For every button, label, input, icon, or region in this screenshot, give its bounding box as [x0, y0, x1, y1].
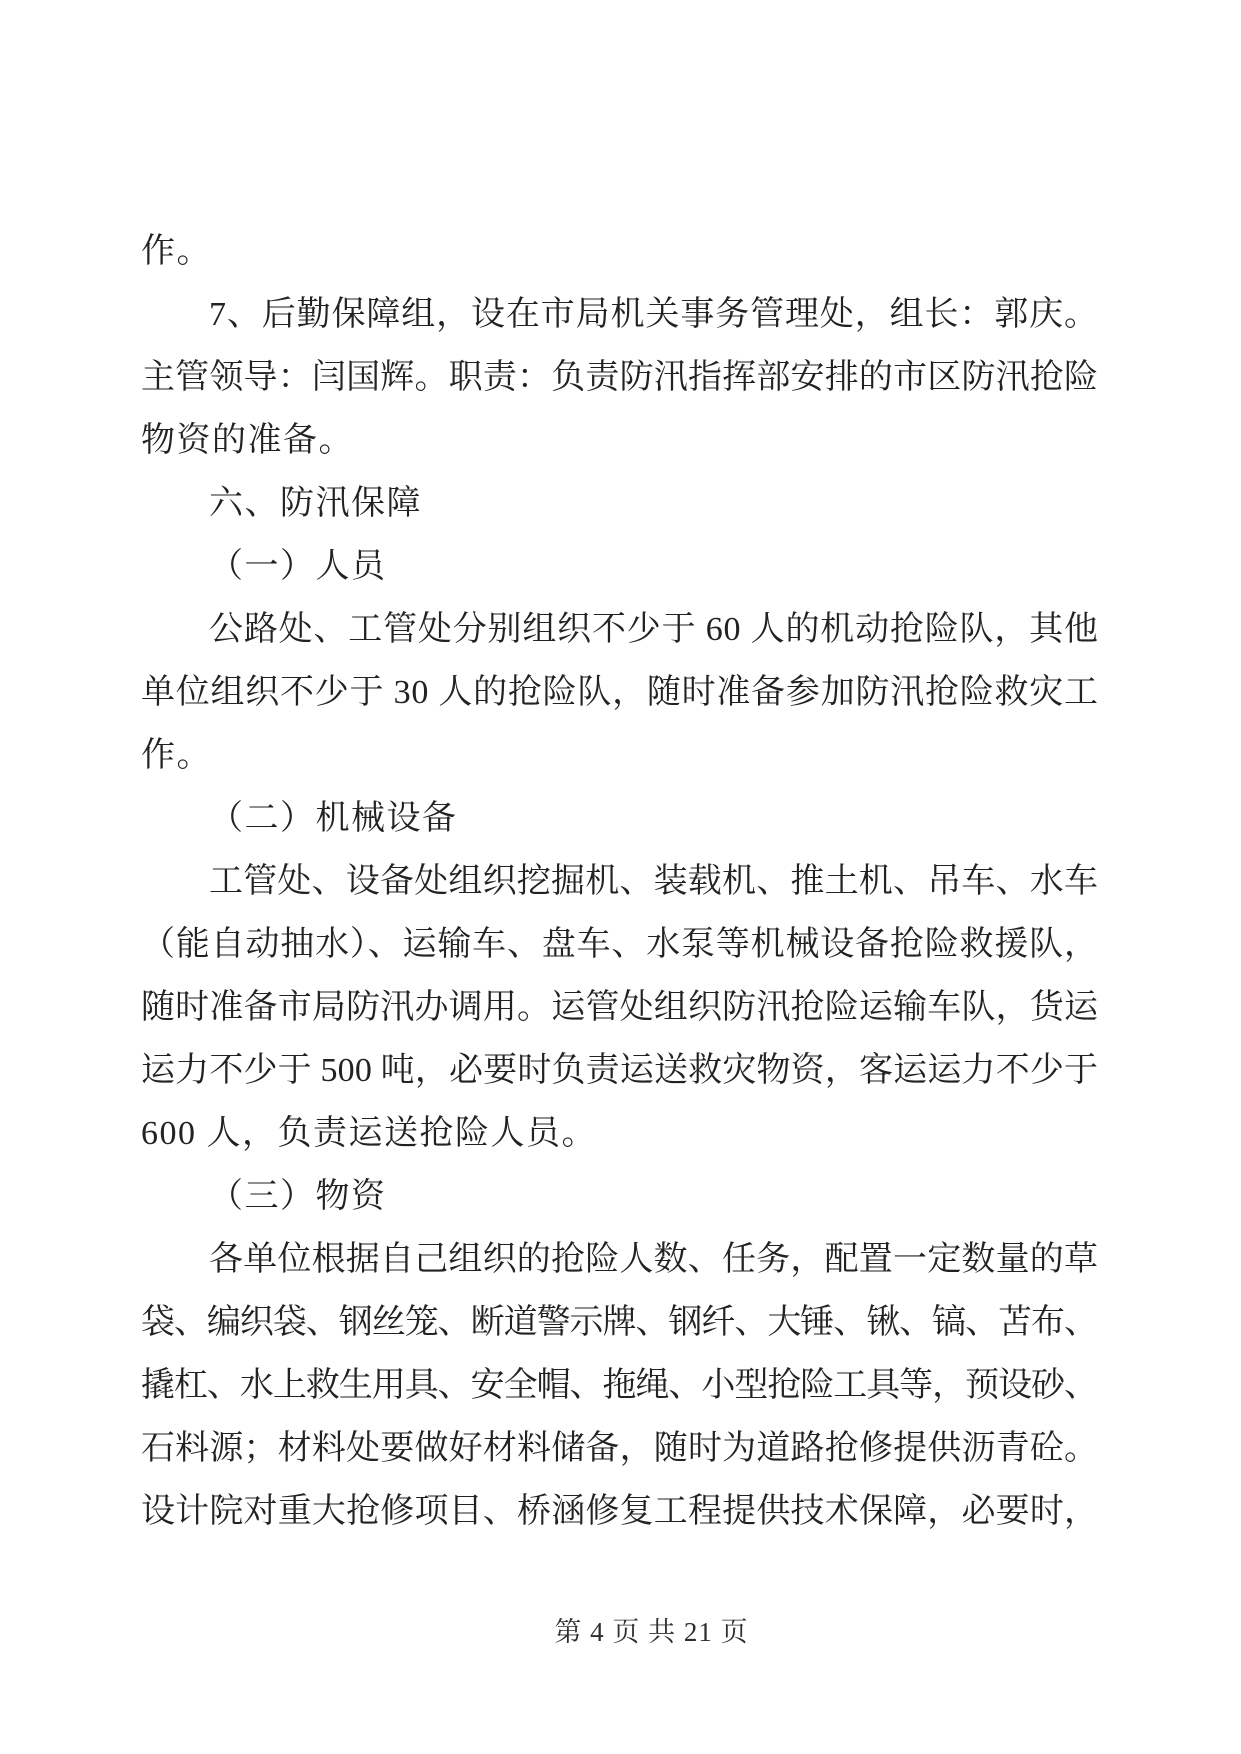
text-line-content: 袋、编织袋、钢丝笼、断道警示牌、钢纤、大锤、锹、镐、苫布、	[141, 1304, 1097, 1341]
text-line-content: 作。	[141, 233, 212, 270]
text-line	[141, 913, 1098, 976]
text-line-content: 运力不少于 500 吨，必要时负责运送救灾物资，客运运力不少于	[141, 1052, 1099, 1089]
text-line-content: 随时准备市局防汛办调用。运管处组织防汛抢险运输车队，货运	[141, 989, 1099, 1026]
text-line	[141, 1354, 1098, 1417]
text-line	[141, 976, 1098, 1039]
text-line-content: 作。	[141, 737, 212, 774]
text-line	[141, 283, 1098, 346]
text-line	[141, 724, 1098, 787]
page-number-text: 第 4 页 共 21 页	[554, 1617, 749, 1647]
document-lines	[141, 220, 1098, 1543]
text-line	[141, 1165, 1098, 1228]
text-line-content: 600 人，负责运送抢险人员。	[141, 1115, 597, 1152]
text-line	[141, 220, 1098, 283]
text-line-content: 主管领导：闫国辉。职责：负责防汛指挥部安排的市区防汛抢险	[141, 359, 1099, 396]
text-line	[141, 598, 1098, 661]
text-line	[141, 1102, 1098, 1165]
text-line-content: 单位组织不少于 30 人的抢险队，随时准备参加防汛抢险救灾工	[141, 674, 1099, 711]
text-line	[141, 1039, 1098, 1102]
text-line-content: （能自动抽水）、运输车、盘车、水泵等机械设备抢险救援队，	[141, 926, 1099, 963]
text-line-content: 7、后勤保障组，设在市局机关事务管理处，组长：郭庆。	[209, 296, 1099, 333]
text-line-content: （三）物资	[209, 1178, 387, 1215]
text-line-content: 各单位根据自己组织的抢险人数、任务，配置一定数量的草	[209, 1241, 1099, 1278]
text-line-content: （一）人员	[209, 548, 387, 585]
text-line	[141, 472, 1098, 535]
text-line	[141, 1228, 1098, 1291]
page-number-footer	[0, 1616, 1241, 1648]
text-line-content: 工管处、设备处组织挖掘机、装载机、推土机、吊车、水车	[209, 863, 1099, 900]
text-line	[141, 409, 1098, 472]
text-line-content: （二）机械设备	[209, 800, 458, 837]
text-line-content: 设计院对重大抢修项目、桥涵修复工程提供技术保障，必要时，	[141, 1493, 1099, 1530]
text-line	[141, 661, 1098, 724]
text-line-content: 公路处、工管处分别组织不少于 60 人的机动抢险队，其他	[209, 611, 1099, 648]
text-line-content: 物资的准备。	[141, 422, 354, 459]
text-line	[141, 1480, 1098, 1543]
text-line	[141, 346, 1098, 409]
text-line	[141, 1291, 1098, 1354]
text-line	[141, 787, 1098, 850]
text-line-content: 撬杠、水上救生用具、安全帽、拖绳、小型抢险工具等，预设砂、	[141, 1367, 1097, 1404]
text-line	[141, 850, 1098, 913]
text-line-content: 六、防汛保障	[209, 485, 422, 522]
text-line	[141, 535, 1098, 598]
text-line	[141, 1417, 1098, 1480]
text-line-content: 石料源；材料处要做好材料储备，随时为道路抢修提供沥青砼。	[141, 1430, 1099, 1467]
